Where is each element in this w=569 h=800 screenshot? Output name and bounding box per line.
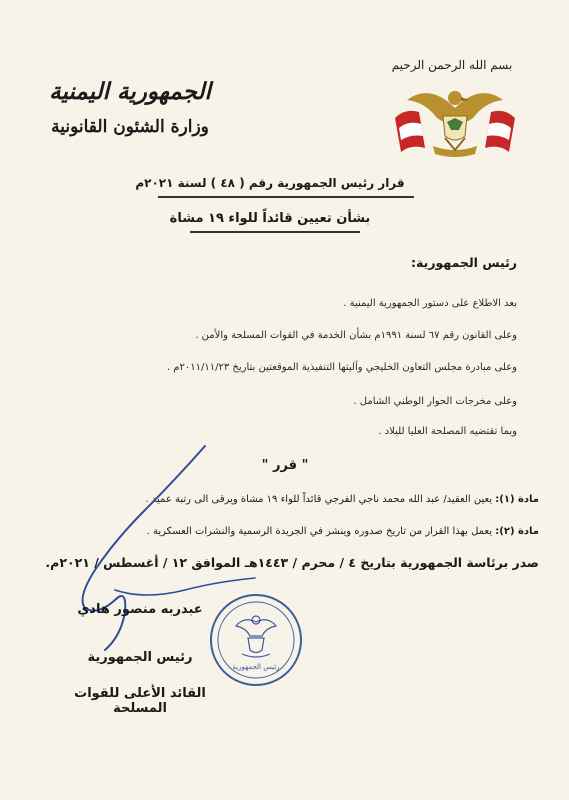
stamp-caption: رئيس الجمهورية xyxy=(232,663,280,671)
basmala-text: بسم الله الرحمن الرحيم xyxy=(391,58,513,72)
title-underline xyxy=(158,196,414,198)
decree-title: قرار رئيس الجمهورية رقم ( ٤٨ ) لسنة ٢٠٢١م xyxy=(135,176,405,190)
preamble-line: وعلى القانون رقم ٦٧ لسنة ١٩٩١م بشأن الخدمة في القوات المسلحة والأمن . xyxy=(195,330,517,341)
yemen-eagle-emblem-icon xyxy=(385,78,525,164)
republic-name: الجمهورية اليمنية xyxy=(49,78,211,105)
signatory-title: رئيس الجمهورية xyxy=(87,650,193,665)
signatory-name: عبدربه منصور هادي xyxy=(77,602,203,617)
preamble-line: وعلى مخرجات الحوار الوطني الشامل . xyxy=(353,396,517,407)
article-text: يعمل بهذا القرار من تاريخ صدوره وينشر في الجريدة الرسمية والنشرات العسكرية . xyxy=(146,526,493,537)
preamble-line: وبما تقتضيه المصلحة العليا للبلاد . xyxy=(378,426,517,437)
addressee-heading: رئيس الجمهورية: xyxy=(411,255,517,270)
decision-heading: " قرر " xyxy=(261,458,309,473)
article-label: مادة (١): xyxy=(495,494,539,505)
preamble-line: وعلى مبادرة مجلس التعاون الخليجي وآليتها التنفيذية الموقعتين بتاريخ ٢٠١١/١١/٢٣م . xyxy=(166,362,517,373)
ministry-name: وزارة الشئون القانونية xyxy=(51,117,209,137)
article-label: مادة (٢): xyxy=(495,526,539,537)
article-text: يعين العقيد/ عبد الله محمد ناجي الفرجي قائداً للواء ١٩ مشاة ويرقى الى رتبة عميد . xyxy=(145,494,493,505)
preamble-line: بعد الاطلاع على دستور الجمهورية اليمنية . xyxy=(343,298,517,309)
signatory-command: القائد الأعلى للقوات المسلحة xyxy=(74,686,206,716)
issued-date-line: صدر برئاسة الجمهورية بتاريخ ٤ / محرم / ١٤٤٣هـ الموافق ١٢ / أغسطس / ٢٠٢١م. xyxy=(45,555,539,570)
handwritten-signature-icon xyxy=(55,440,265,660)
subject-underline xyxy=(190,231,360,233)
decree-subject: بشأن تعيين قائداً للواء ١٩ مشاة xyxy=(169,211,371,226)
